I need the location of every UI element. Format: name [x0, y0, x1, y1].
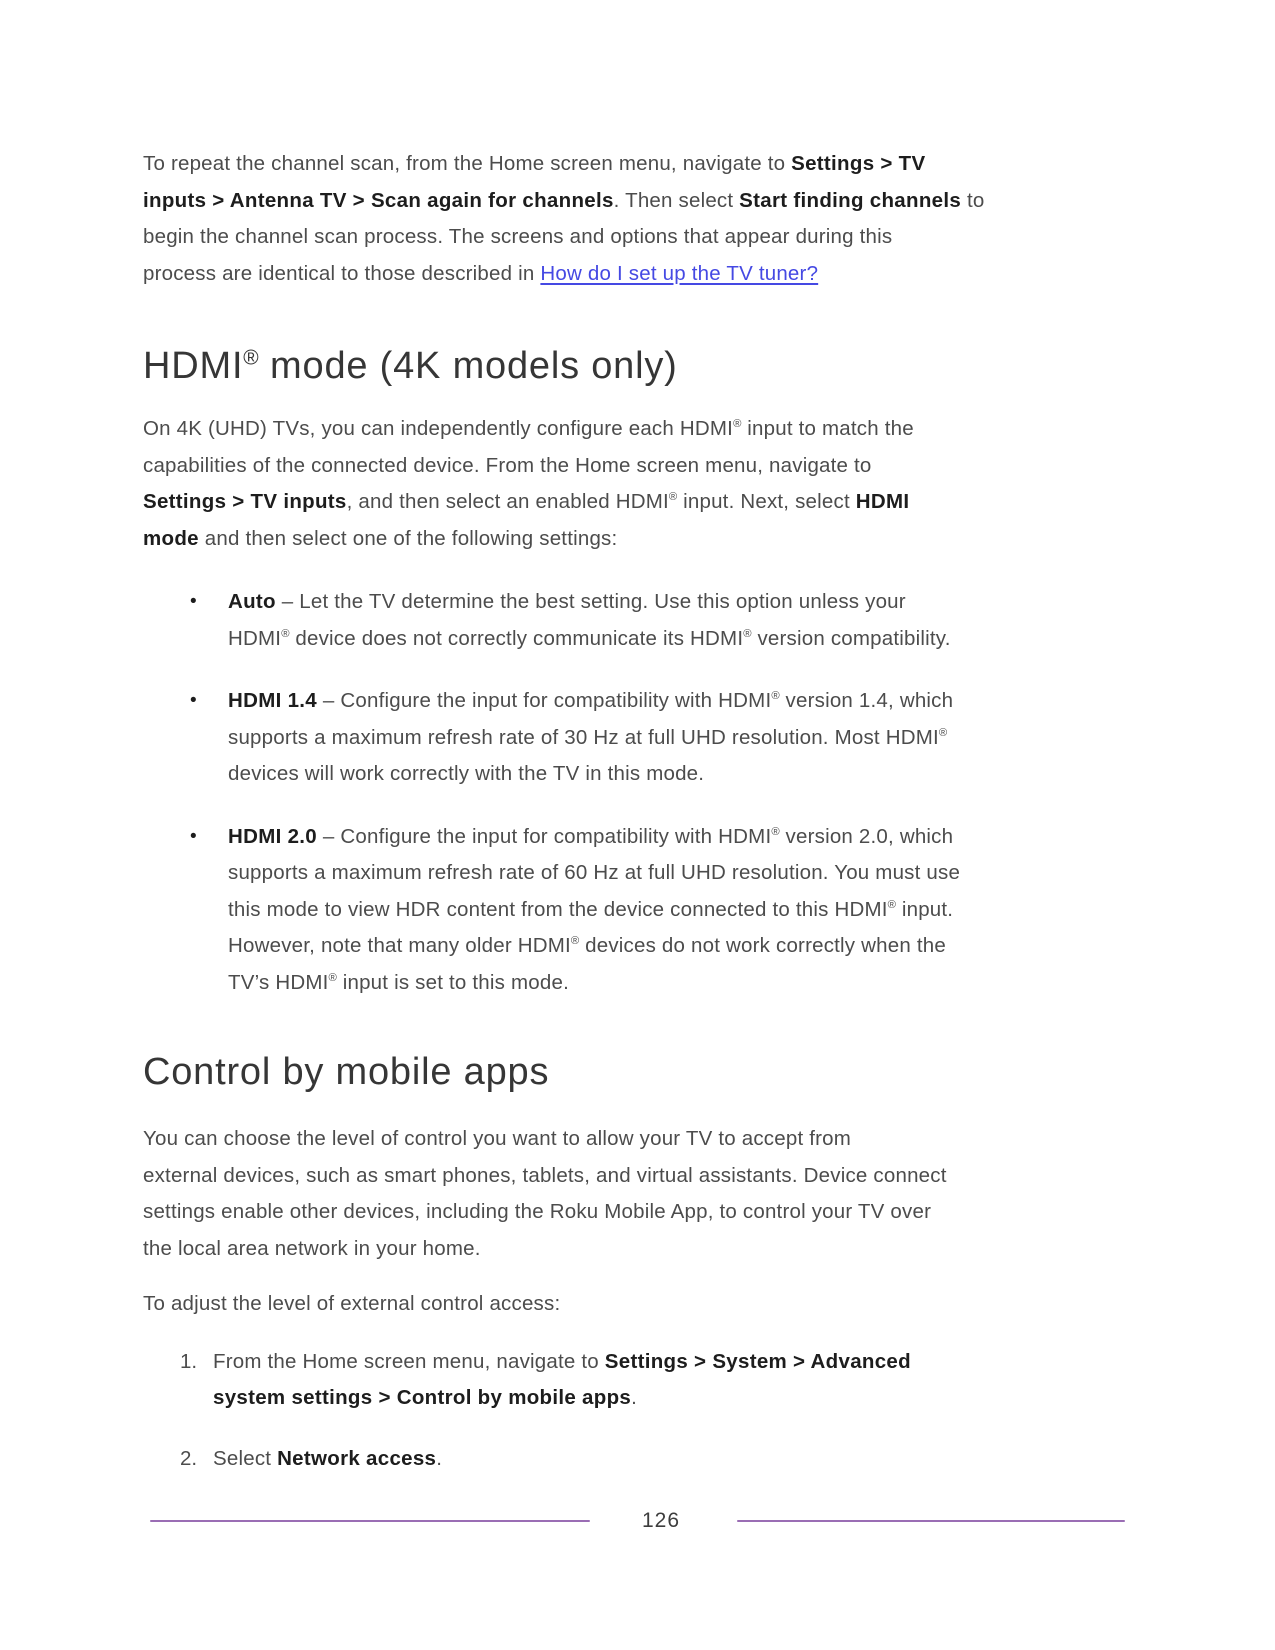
- heading-control-by-mobile-apps: Control by mobile apps: [143, 1051, 550, 1093]
- step-2-text: Select Network access.: [213, 1446, 443, 1470]
- page-number: 126: [641, 1509, 681, 1532]
- step-number: 2.: [180, 1446, 198, 1470]
- heading-hdmi-mode: HDMI® mode (4K models only): [143, 345, 678, 387]
- bullet-icon: •: [190, 825, 197, 847]
- footer-rule-right: [737, 1520, 1125, 1522]
- hdmi-intro-paragraph: On 4K (UHD) TVs, you can independently configure each HDMI® input to match the capabilities of the connected device. From the Home screen menu, navigate to Settings > TV inputs, and then select an enabled HDMI® input. Next, select HDMI mode and then select one of the following settings:: [143, 417, 914, 550]
- bullet-auto-text: Auto – Let the TV determine the best setting. Use this option unless your HDMI® device does not correctly communicate its HDMI® version compatibility.: [228, 590, 951, 650]
- steps-lead-paragraph: To adjust the level of external control access:: [143, 1292, 561, 1315]
- list-item: [143, 683, 1129, 793]
- list-item: [143, 584, 1129, 657]
- control-access-steps: [143, 1344, 1129, 1478]
- hdmi-mode-bullet-list: [143, 584, 1129, 1001]
- bullet-icon: •: [190, 591, 197, 612]
- link-how-do-i-set-up-tv-tuner[interactable]: How do I set up the TV tuner?: [540, 261, 819, 285]
- list-item: [143, 1344, 1129, 1417]
- list-item: [143, 1441, 1129, 1478]
- step-1-text: From the Home screen menu, navigate to Settings > System > Advanced system settings > Control by mobile apps.: [213, 1349, 911, 1409]
- bullet-icon: •: [190, 690, 197, 711]
- page-footer: [0, 1508, 1275, 1534]
- footer-rule-left: [150, 1520, 590, 1522]
- intro-paragraph: To repeat the channel scan, from the Home screen menu, navigate to Settings > TV inputs > Antenna TV > Scan again for channels. Then select Start finding channels to begin the channel scan process. The screens and options that appear during this process are identical to those described in How do I set up the TV tuner?: [143, 152, 985, 285]
- list-item: [143, 819, 1129, 1002]
- bullet-hdmi20-text: HDMI 2.0 – Configure the input for compatibility with HDMI® version 2.0, which supports a maximum refresh rate of 60 Hz at full UHD resolution. You must use this mode to view HDR content from the device connected to this HDMI® input. However, note that many older HDMI® devices do not work correctly when the TV’s HDMI® input is set to this mode.: [228, 824, 961, 994]
- step-number: 1.: [180, 1349, 198, 1373]
- bullet-hdmi14-text: HDMI 1.4 – Configure the input for compatibility with HDMI® version 1.4, which supports a maximum refresh rate of 30 Hz at full UHD resolution. Most HDMI® devices will work correctly with the TV in this mode.: [228, 689, 954, 785]
- mobile-intro-paragraph: You can choose the level of control you want to allow your TV to accept from external devices, such as smart phones, tablets, and virtual assistants. Device connect settings enable other devices, including the Roku Mobile App, to control your TV over the local area network in your home.: [143, 1127, 947, 1260]
